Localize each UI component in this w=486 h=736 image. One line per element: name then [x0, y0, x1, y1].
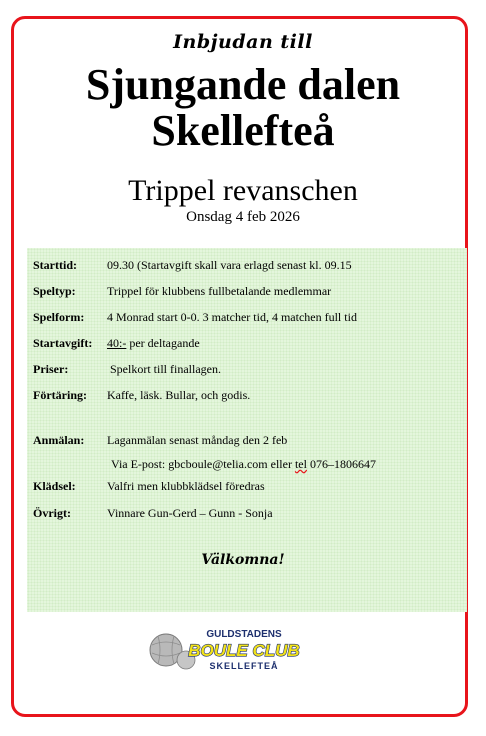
- detail-value: 4 Monrad start 0-0. 3 matcher tid, 4 matchen full tid: [107, 310, 357, 324]
- detail-value: 09.30 (Startavgift skall vara erlagd senast kl. 09.15: [107, 258, 352, 272]
- detail-value: Valfri men klubbklädsel föredras: [107, 479, 265, 493]
- logo-bottom-text: SKELLEFTEÅ: [209, 661, 279, 671]
- detail-label: Klädsel:: [33, 479, 76, 493]
- detail-value: [107, 336, 200, 350]
- detail-value: Spelkort till finallagen.: [110, 362, 221, 376]
- detail-value: Trippel för klubbens fullbetalande medlemmar: [107, 284, 332, 298]
- fee-amount: 40:-: [107, 336, 127, 350]
- club-logo: [148, 625, 308, 673]
- detail-label: Anmälan:: [33, 433, 85, 447]
- invitation-intro: Inbjudan till: [173, 31, 313, 53]
- detail-label: Priser:: [33, 362, 69, 376]
- detail-label: Spelform:: [33, 310, 85, 324]
- contact-info: [111, 457, 376, 471]
- detail-value: Laganmälan senast måndag den 2 feb: [107, 433, 288, 447]
- welcome-text: Välkomna!: [201, 552, 285, 568]
- contact-prefix: Via E-post: gbcboule@telia.com eller: [111, 457, 295, 471]
- contact-number: 076–1806647: [306, 457, 376, 471]
- detail-value: Kaffe, läsk. Bullar, och godis.: [107, 388, 251, 402]
- fee-suffix: per deltagande: [126, 336, 200, 350]
- event-subtitle: Trippel revanschen: [128, 174, 358, 207]
- event-date: Onsdag 4 feb 2026: [186, 209, 300, 225]
- logo-top-text: GULDSTADENS: [206, 629, 282, 640]
- detail-value: Vinnare Gun-Gerd – Gunn - Sonja: [107, 506, 273, 520]
- detail-label: Förtäring:: [33, 388, 87, 402]
- event-title-line2: Skellefteå: [151, 106, 335, 155]
- contact-tel: tel: [294, 457, 307, 471]
- detail-label: Startavgift:: [33, 336, 93, 350]
- logo-middle-text: BOULE CLUB: [188, 641, 300, 660]
- detail-label: Övrigt:: [33, 506, 71, 520]
- detail-label: Speltyp:: [33, 284, 76, 298]
- event-title: [0, 62, 486, 154]
- event-title-line1: Sjungande dalen: [85, 60, 401, 109]
- detail-label: Starttid:: [33, 258, 77, 272]
